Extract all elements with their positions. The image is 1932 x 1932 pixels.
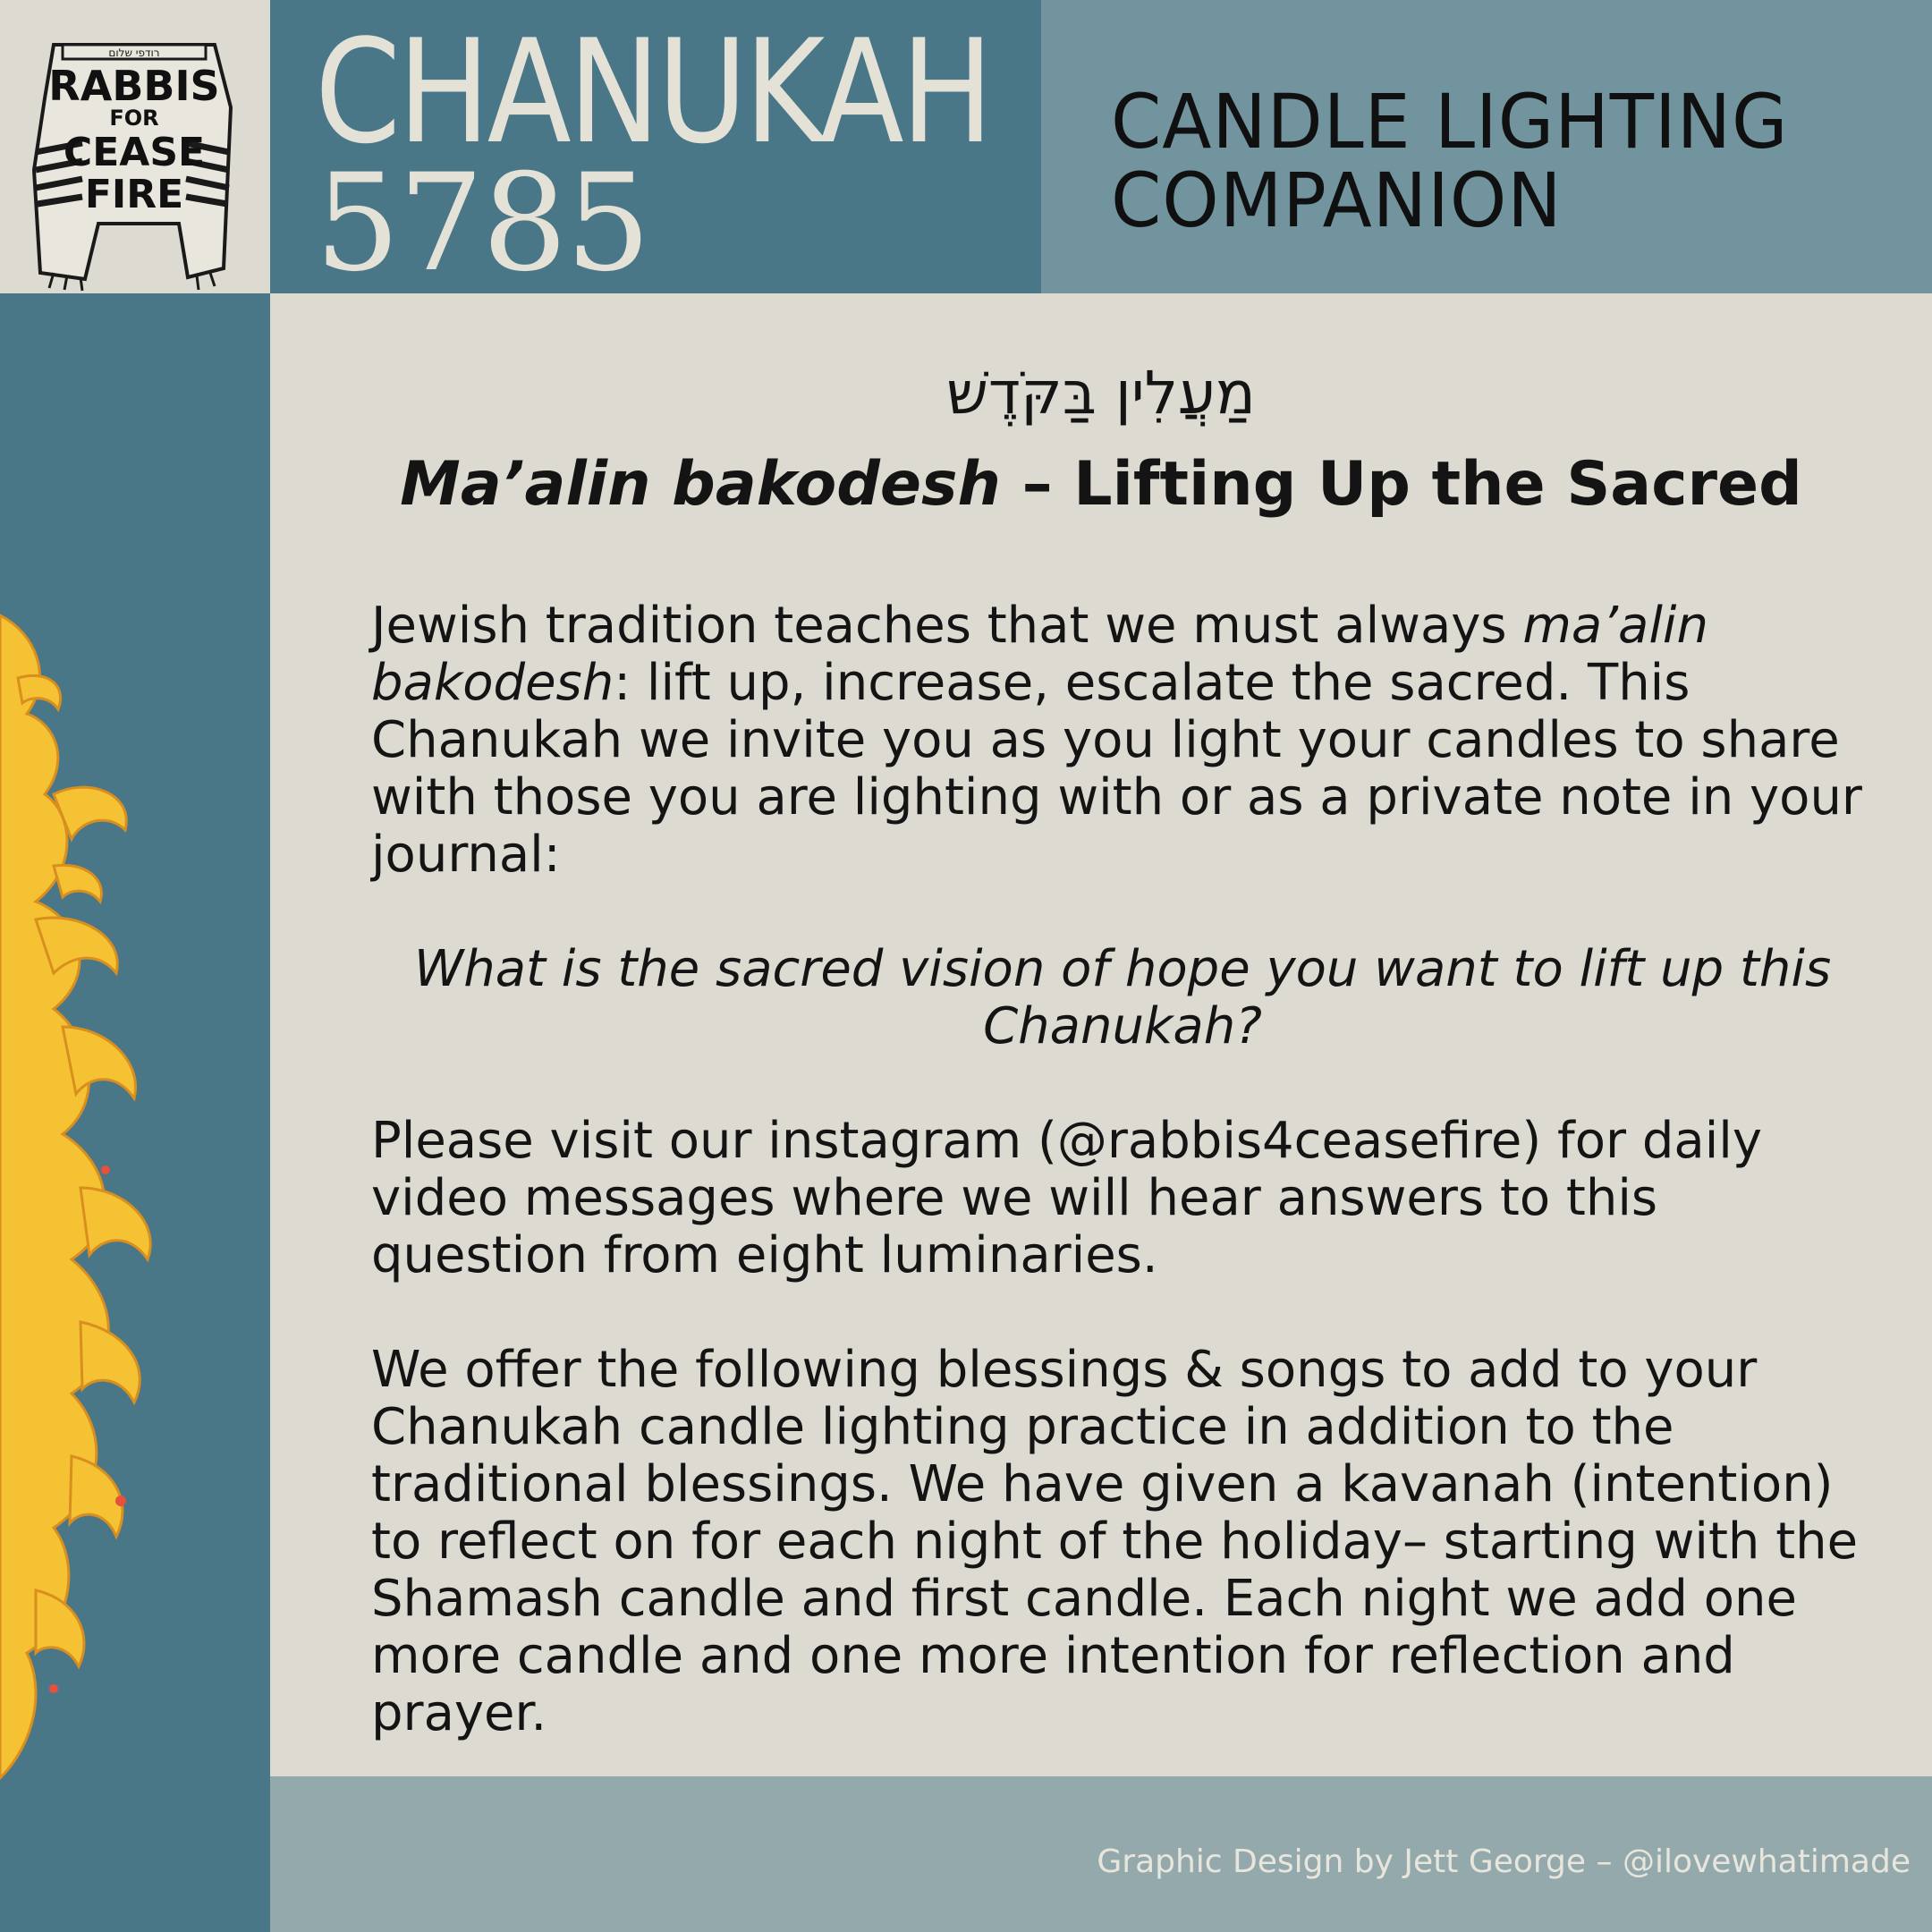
section-heading — [270, 447, 1932, 522]
flames-illustration-icon — [0, 293, 270, 1932]
intro-paragraph — [371, 597, 1874, 884]
subtitle-line2: COMPANION — [1111, 157, 1563, 244]
tallit-logo-icon — [0, 0, 270, 293]
instagram-paragraph: Please visit our instagram (@rabbis4ceasefire) for daily video messages where we will hear answers to this question from eight luminaries. — [371, 1112, 1762, 1284]
design-credit: Graphic Design by Jett George – @ilovewhatimade — [1097, 1843, 1911, 1880]
logo-word-rabbis: RABBIS — [48, 62, 220, 110]
page-title: CHANUKAH — [315, 8, 991, 175]
logo-hebrew-tag: רודפי שלום — [108, 47, 160, 59]
title-block — [270, 0, 1041, 301]
logo-word-for: FOR — [109, 106, 159, 131]
heading-translation: – Lifting Up the Sacred — [1000, 449, 1802, 520]
logo-word-fire: FIRE — [84, 172, 184, 217]
reflection-question: What is the sacred vision of hope you want to lift up this Chanukah? — [413, 940, 1832, 1055]
page-subtitle — [1111, 78, 1789, 244]
page-year: 5785 — [315, 146, 649, 301]
subtitle-line1: CANDLE LIGHTING — [1111, 78, 1789, 165]
logo-word-cease: CEASE — [63, 130, 206, 175]
intro-text-italic: ma’alin bakodesh — [371, 597, 1708, 712]
logo — [0, 0, 270, 293]
footer — [270, 1776, 1932, 1932]
sidebar — [0, 293, 270, 1932]
blessings-paragraph: We offer the following blessings & songs to add to your Chanukah candle lighting practice in addition to the traditional blessings. We have given a kavanah (intention) to reflect on for each night of the holiday– starting with the Shamash candle and first candle. Each night we add one more candle and one more intention for reflection and prayer. — [371, 1341, 1859, 1742]
hebrew-heading: מַעֲלִין בַּקֹּדֶשׁ — [946, 359, 1256, 428]
heading-transliteration: Ma’alin bakodesh — [400, 449, 1001, 520]
intro-text-end: : lift up, increase, escalate the sacred. This Chanukah we invite you as you light your candles to share with those you are lighting with or as a private note in your journal: — [371, 654, 1862, 884]
intro-text-start: Jewish tradition teaches that we must always — [371, 597, 1523, 655]
subtitle-block — [1041, 0, 1932, 293]
